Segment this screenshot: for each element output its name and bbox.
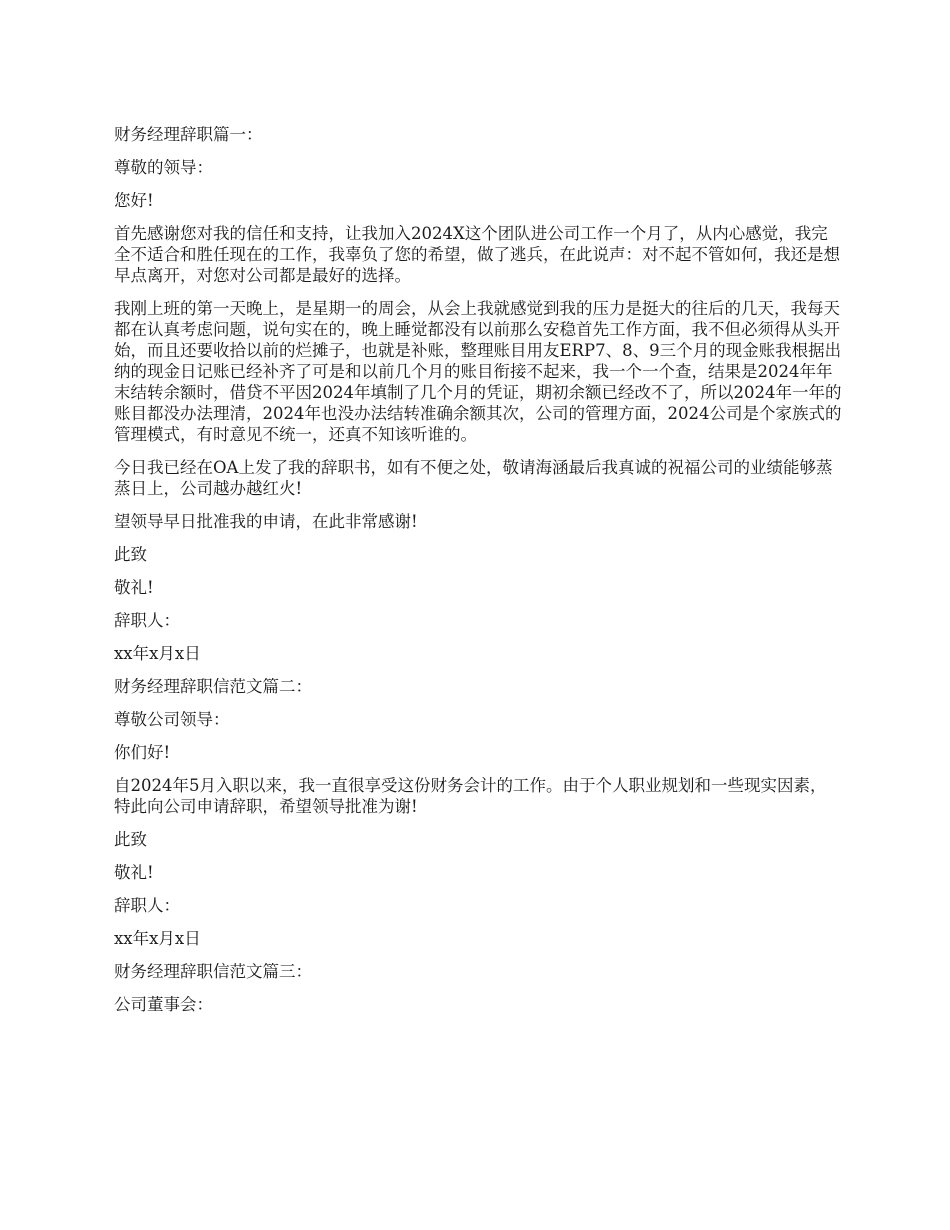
closing-regards: 敬礼! [114,863,154,882]
document-page [114,124,842,1027]
closing-line: 此致 [114,830,147,849]
greeting: 您好! [114,191,154,210]
closing-line: 此致 [114,545,147,564]
closing-regards: 敬礼! [114,578,154,597]
section-heading: 财务经理辞职信范文篇三： [114,962,312,981]
body-paragraph: 我刚上班的第一天晚上，是星期一的周会，从会上我就感觉到我的压力是挺大的往后的几天，我每天都在认真考虑问题，说句实在的，晚上睡觉都没有以前那么安稳首先工作方面，我不但必须得从头开始，而且还要收拾以前的烂摊子，也就是补账，整理账目用友ERP7、8、9三个月的现金账我根据出纳的现金日记账已经补齐了可是和以前几个月的账目衔接不起来，我一个一个查，结果是2024年年末结转余额时，借贷不平因2024年填制了几个月的凭证，期初余额已经改不了，所以2024年一年的账目都没办法理清，2024年也没办法结转准确余额其次，公司的管理方面，2024公司是个家族式的管理模式，有时意见不统一，还真不知该听谁的。 [114,299,842,444]
body-paragraph: 自2024年5月入职以来，我一直很享受这份财务会计的工作。由于个人职业规划和一些现实因素，特此向公司申请辞职，希望领导批准为谢! [114,776,827,816]
signature-date: xx年x月x日 [114,929,201,948]
salutation: 尊敬的领导： [114,158,213,177]
body-paragraph: 首先感谢您对我的信任和支持，让我加入2024X这个团队进公司工作一个月了，从内心感觉，我完全不适合和胜任现在的工作，我辜负了您的希望，做了逃兵，在此说声：对不起不管如何，我还是想早点离开，对您对公司都是最好的选择。 [114,224,840,285]
salutation: 尊敬公司领导： [114,710,230,729]
signer-label: 辞职人： [114,896,180,915]
body-paragraph: 今日我已经在OA上发了我的辞职书，如有不便之处，敬请海涵最后我真诚的祝福公司的业绩能够蒸蒸日上，公司越办越红火! [114,458,833,498]
signature-date: xx年x月x日 [114,644,201,663]
section-heading: 财务经理辞职篇一： [114,125,263,144]
section-heading: 财务经理辞职信范文篇二： [114,677,312,696]
signer-label: 辞职人： [114,611,180,630]
salutation: 公司董事会： [114,995,213,1014]
body-paragraph: 望领导早日批准我的申请，在此非常感谢! [114,512,418,531]
greeting: 你们好! [114,743,171,762]
